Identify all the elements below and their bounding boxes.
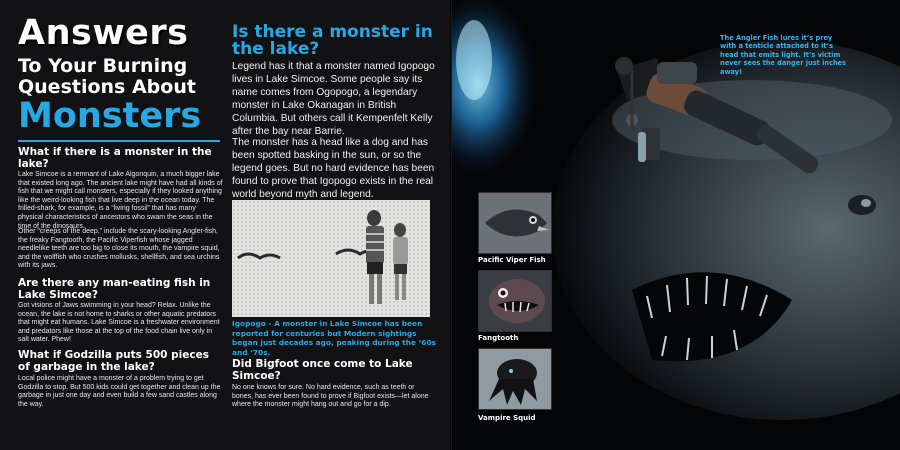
fangtooth-icon	[479, 271, 551, 331]
vampire-squid-label: Vampire Squid	[478, 414, 536, 422]
section-paragraph: Local police might have a monster of a problem trying to get Godzilla to stop. But 500 kids could get together and clean up the garbage in just one day and even build a few sand castles along the way.	[18, 375, 221, 408]
photo-caption: Igopogo - A monster in Lake Simcoe has been reported for centuries but Modern sightings began just decades ago, peaking during the ‘60s and ‘70s.	[232, 319, 436, 357]
viperfish-label: Pacific Viper Fish	[478, 256, 546, 264]
right-page	[452, 0, 900, 450]
middle-paragraph: Legend has it that a monster named Igopogo lives in Lake Simcoe. Some people say its name comes from Ogopogo, a legendary monster in Lake Okanagan in British Columbia. But others call it Kempenfelt Kelly after the bay near Barrie.	[232, 61, 435, 137]
section-heading-godzilla: What if Godzilla puts 500 pieces of garbage in the lake?	[18, 349, 209, 373]
viperfish-photo	[478, 192, 552, 254]
headline-line-1: Answers	[18, 13, 189, 53]
vampire-squid-icon	[479, 349, 551, 409]
bigfoot-paragraph: No one knows for sure. No hard evidence, such as teeth or bones, has ever been found to prove if Bigfoot exists—let alone where the monster might hang out and go for a dip.	[232, 384, 429, 409]
igopogo-photo	[232, 200, 430, 317]
middle-heading: Is there a monster in the lake?	[232, 22, 433, 59]
bigfoot-heading: Did Bigfoot once come to Lake Simcoe?	[232, 358, 413, 382]
viperfish-icon	[479, 193, 551, 253]
fangtooth-label: Fangtooth	[478, 334, 519, 342]
anglerfish-caption: The Angler Fish lures it’s prey with a tenticle attached to it’s head that emits light. It’s victim never sees the danger just inches away!	[720, 34, 847, 76]
igopogo-photo-art	[232, 200, 430, 317]
fangtooth-photo	[478, 270, 552, 332]
section-paragraph: Got visions of Jaws swimming in your head? Relax. Unlike the ocean, the lake is not home to sharks or other aquatic predators that might eat humans. Lake Simcoe is a freshwater environment and predators like those at the top of the food chain live only in salt water. Phew!	[18, 302, 220, 344]
headline-line-2: To Your Burning	[18, 55, 188, 77]
section-heading-man-eating: Are there any man-eating fish in Lake Simcoe?	[18, 277, 211, 301]
section-paragraph: Other “creeps of the deep,” include the scary-looking Angler-fish, the freaky Fangtooth, the Pacific Viperfish whose jagged needlelike teeth are too big to close its mouth, the vampire squid, and the wolffish who crushes mollusks, shellfish, and sea urchins with its jaws.	[18, 228, 220, 270]
headline-rule	[18, 140, 220, 142]
section-paragraph: Lake Simcoe is a remnant of Lake Algonquin, a much bigger lake that existed long ago. The ancient lake might have had all kinds of fish that we might call monsters, especially if they looked anything like the weird-looking fish that live deep in the ocean today. The frilled-shark, for example, is a “living fossil” that has many physical characteristics of ancestors who swam the seas in the time of the dinosaurs.	[18, 171, 223, 230]
headline-line-4: Monsters	[18, 96, 202, 136]
headline-line-3: Questions About	[18, 76, 196, 98]
middle-paragraph: The monster has a head like a dog and has been spotted basking in the sun, or so the legend goes. But no hard evidence has been found to prove that Igopogo exists in the real world beyond myth and legend.	[232, 137, 435, 200]
vampire-squid-photo	[478, 348, 552, 410]
section-heading-monster: What if there is a monster in the lake?	[18, 146, 212, 170]
